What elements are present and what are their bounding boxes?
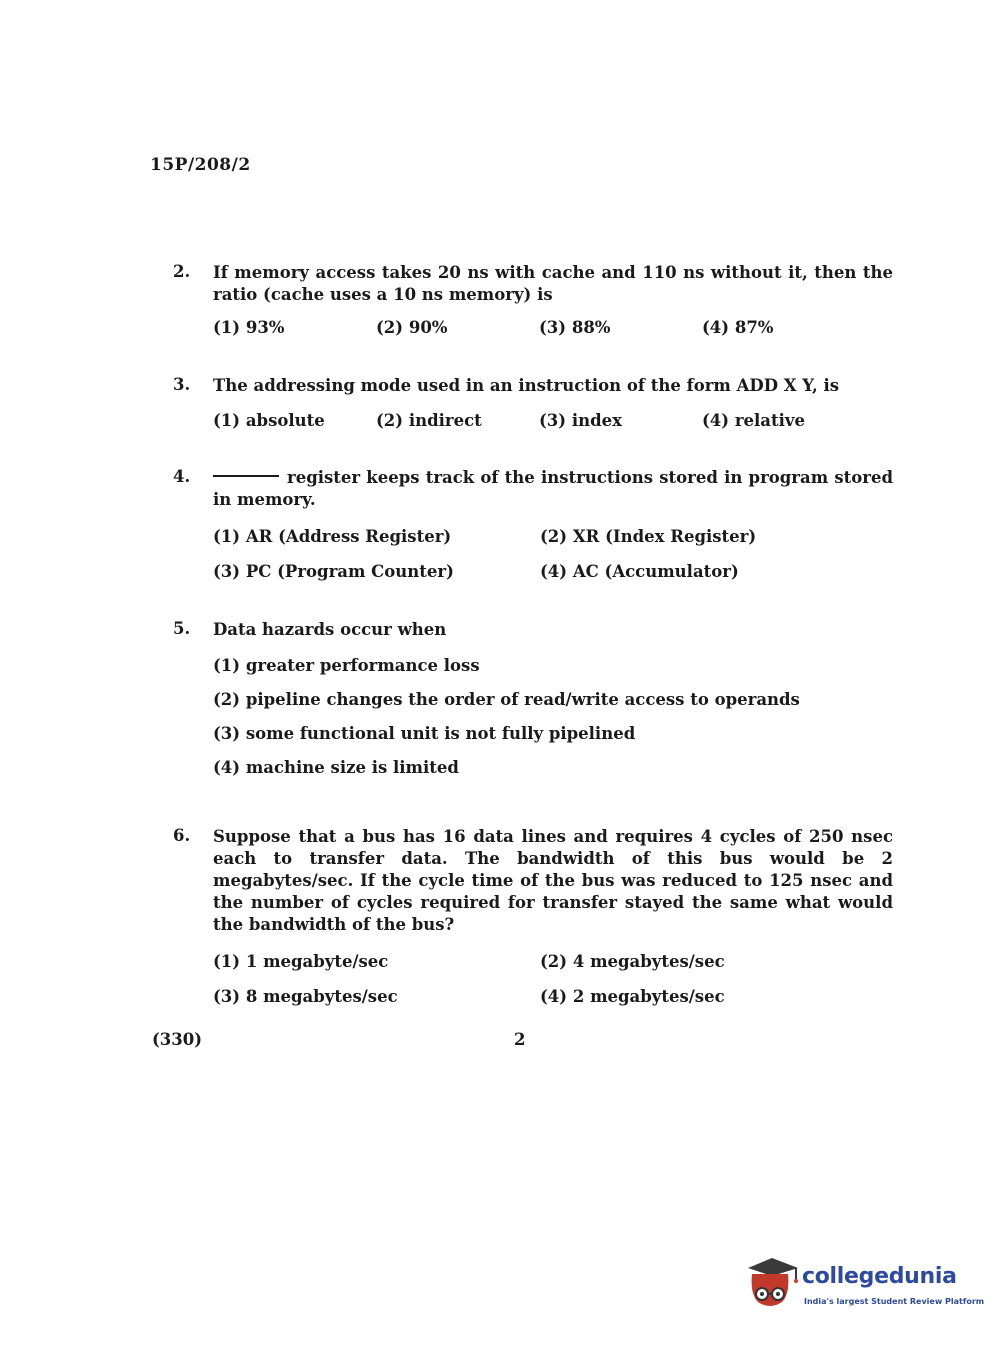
question-number: 3.: [173, 375, 191, 394]
option-3: (3) index: [539, 411, 622, 430]
option-4: (4) machine size is limited: [213, 758, 459, 777]
question-2: [173, 262, 893, 337]
question-text: Suppose that a bus has 16 data lines and requires 4 cycles of 250 nsec each to transfer data. The bandwidth of this bus would be 2 megabytes/sec. If the cycle time of the bus was reduced to 125 nsec and the number of cycles required for transfer stayed the same what would the bandwidth of the bus?: [213, 827, 893, 934]
question-number: 6.: [173, 826, 191, 845]
question-text: register keeps track of the instructions stored in program stored in memory.: [213, 468, 893, 509]
option-4: (4) 2 megabytes/sec: [540, 987, 725, 1006]
option-2: (2) 4 megabytes/sec: [540, 952, 725, 971]
footer-code: (330): [152, 1030, 203, 1049]
question-number: 2.: [173, 262, 191, 281]
question-text: Data hazards occur when: [213, 620, 447, 639]
collegedunia-logo-icon: [742, 1254, 800, 1314]
option-2: (2) 90%: [376, 318, 448, 337]
options: [213, 318, 893, 337]
option-3: (3) some functional unit is not fully pipelined: [213, 724, 636, 743]
option-2: (2) XR (Index Register): [540, 527, 757, 546]
question-number: 4.: [173, 467, 191, 486]
options: [213, 527, 893, 581]
option-2: (2) pipeline changes the order of read/write access to operands: [213, 690, 800, 709]
option-3: (3) PC (Program Counter): [213, 562, 454, 581]
question-number: 5.: [173, 619, 191, 638]
option-1: (1) absolute: [213, 411, 325, 430]
option-1: (1) greater performance loss: [213, 656, 480, 675]
option-4: (4) 87%: [702, 318, 774, 337]
option-4: (4) AC (Accumulator): [540, 562, 739, 581]
options: [213, 952, 893, 1006]
question-text: If memory access takes 20 ns with cache and 110 ns without it, then the ratio (cache uses a 10 ns memory) is: [213, 263, 893, 304]
fill-in-blank: [213, 475, 279, 477]
option-1: (1) 93%: [213, 318, 285, 337]
option-1: (1) 1 megabyte/sec: [213, 952, 389, 971]
options: [213, 656, 893, 777]
option-2: (2) indirect: [376, 411, 482, 430]
question-4: [173, 467, 893, 581]
collegedunia-watermark: [742, 1254, 985, 1314]
paper-code: 15P/208/2: [150, 155, 251, 175]
option-3: (3) 8 megabytes/sec: [213, 987, 398, 1006]
question-3: [173, 375, 893, 430]
option-1: (1) AR (Address Register): [213, 527, 452, 546]
question-5: [173, 619, 893, 792]
brand-tagline: India's largest Student Review Platform: [804, 1297, 985, 1306]
option-3: (3) 88%: [539, 318, 611, 337]
options: [213, 411, 893, 430]
brand-name: collegedunia: [802, 1264, 957, 1289]
question-6: [173, 826, 893, 1006]
question-text-wrap: [213, 467, 893, 511]
option-4: (4) relative: [702, 411, 805, 430]
page-number: 2: [514, 1030, 526, 1049]
question-text: The addressing mode used in an instruction of the form ADD X Y, is: [213, 376, 840, 395]
